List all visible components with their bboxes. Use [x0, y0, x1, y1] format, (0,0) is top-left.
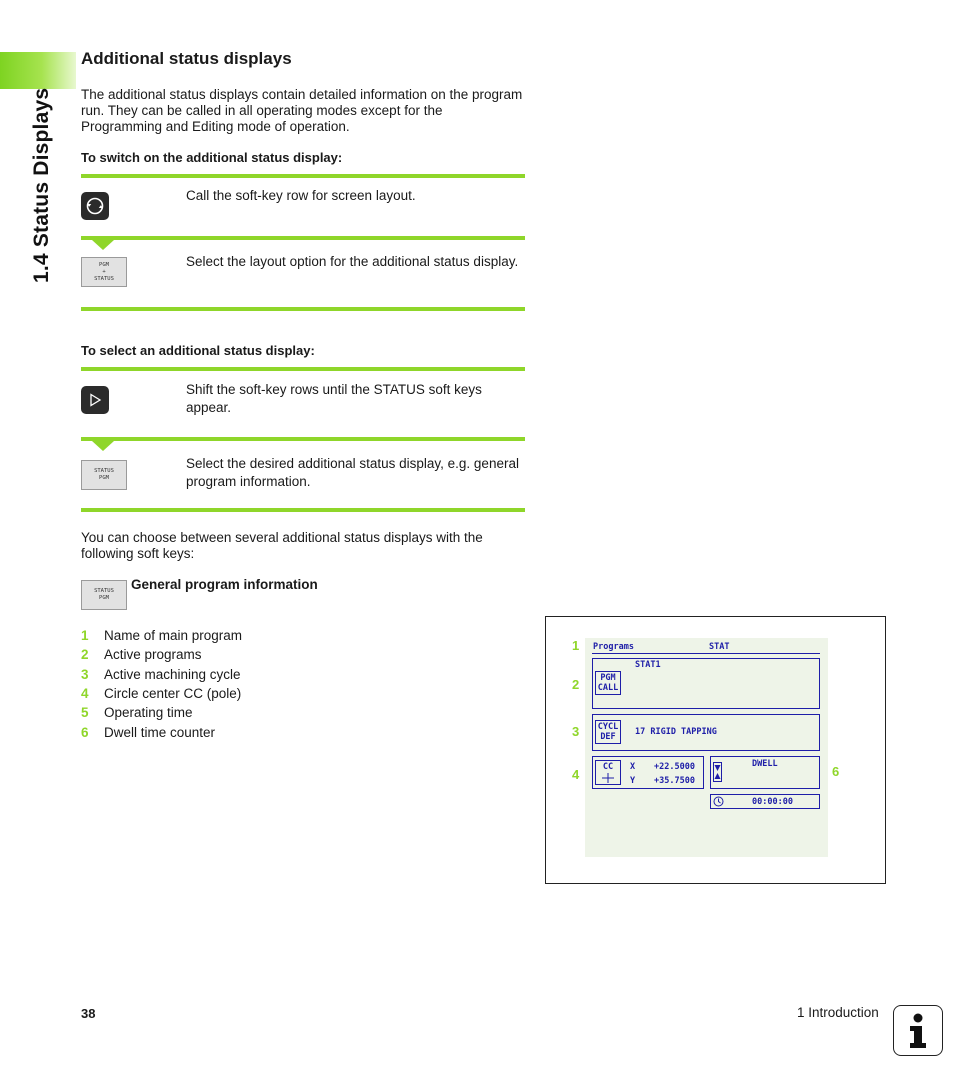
step-divider: [81, 367, 525, 371]
list-item: [81, 684, 242, 703]
list-item: [81, 703, 242, 722]
list-item: [81, 665, 242, 684]
list-number: 4: [81, 686, 89, 702]
list-number: 6: [81, 724, 89, 740]
list-text: Dwell time counter: [104, 724, 216, 740]
choose-paragraph: You can choose between several additional status displays with the following soft keys:: [81, 530, 483, 561]
status-pgm-softkey[interactable]: [81, 580, 127, 610]
screen-layout-key-icon[interactable]: [81, 192, 109, 220]
switch-on-heading: To switch on the additional status display:: [81, 150, 343, 165]
cycl-def-line: DEF: [600, 732, 616, 742]
step-arrow-icon: [92, 441, 114, 451]
softkey-label: STATUS: [94, 588, 114, 594]
callout-6: 6: [832, 764, 840, 779]
step-divider: [81, 174, 525, 178]
callout-2: 2: [572, 677, 580, 692]
pgm-status-softkey[interactable]: [81, 257, 127, 287]
step-arrow-icon: [92, 240, 114, 250]
softkey-label: +: [102, 268, 106, 275]
cycl-def-line: CYCL: [597, 722, 619, 732]
header-rule: [592, 653, 820, 654]
list-text: Active machining cycle: [104, 666, 241, 682]
cycl-def-label: [595, 720, 621, 744]
status-display-figure: [545, 616, 886, 884]
operating-time-value: 00:00:00: [752, 797, 793, 807]
step-divider: [81, 236, 525, 240]
stat-header: STAT: [709, 642, 730, 652]
main-program-name: STAT1: [635, 660, 661, 670]
step-divider: [81, 307, 525, 311]
list-text: Circle center CC (pole): [104, 686, 242, 702]
x-axis-label: X: [630, 762, 636, 772]
next-softkey-row-key-icon[interactable]: [81, 386, 109, 414]
step-divider: [81, 508, 525, 512]
y-axis-label: Y: [630, 776, 636, 786]
general-program-info-label: General program information: [131, 577, 318, 592]
cc-text: CC: [602, 762, 614, 772]
active-cycle: 17 RIGID TAPPING: [635, 727, 717, 737]
y-value: +35.7500: [654, 776, 695, 786]
crosshair-icon: [601, 772, 615, 784]
section-tab-marker: [0, 52, 76, 89]
intro-paragraph: The additional status displays contain detailed information on the program run. They can be called in all operating modes except for the Programming and Editing mode of operation.: [81, 87, 523, 134]
page-number: 38: [81, 1006, 96, 1021]
softkey-label: PGM: [99, 595, 109, 601]
softkey-label: STATUS: [94, 275, 114, 282]
callout-4: 4: [572, 767, 580, 782]
callout-1: 1: [572, 638, 580, 653]
x-value: +22.5000: [654, 762, 695, 772]
hourglass-icon: [713, 762, 722, 782]
info-icon: [893, 1005, 943, 1056]
section-heading: Additional status displays: [81, 49, 292, 68]
section-side-title: 1.4 Status Displays: [30, 87, 53, 283]
pgm-call-line: PGM: [600, 673, 616, 683]
list-number: 2: [81, 647, 89, 663]
pgm-call-label: [595, 671, 621, 695]
legend-list: [81, 626, 242, 742]
programs-box: [592, 658, 820, 709]
cc-label: [595, 760, 621, 785]
clock-icon: [713, 796, 724, 807]
select-heading: To select an additional status display:: [81, 343, 315, 358]
chapter-label: 1 Introduction: [797, 1005, 879, 1020]
softkey-label: PGM: [99, 475, 109, 481]
list-text: Active programs: [104, 647, 202, 663]
list-item: [81, 645, 242, 664]
list-text: Name of main program: [104, 628, 243, 644]
list-item: [81, 626, 242, 645]
dwell-label: DWELL: [752, 759, 778, 769]
list-number: 3: [81, 666, 89, 682]
pgm-call-line: CALL: [597, 683, 619, 693]
list-item: [81, 722, 242, 741]
softkey-label: STATUS: [94, 468, 114, 474]
step-text: Shift the soft-key rows until the STATUS soft keys appear.: [186, 382, 482, 415]
softkey-label: PGM: [99, 261, 109, 268]
list-text: Operating time: [104, 705, 193, 721]
programs-header: Programs: [593, 642, 634, 652]
list-number: 1: [81, 628, 89, 644]
step-text: Call the soft-key row for screen layout.: [186, 188, 416, 203]
list-number: 5: [81, 705, 89, 721]
status-pgm-softkey[interactable]: [81, 460, 127, 490]
step-text: Select the layout option for the additional status display.: [186, 254, 519, 269]
control-screen: [585, 638, 828, 857]
callout-3: 3: [572, 724, 580, 739]
step-divider: [81, 437, 525, 441]
step-text: Select the desired additional status display, e.g. general program information.: [186, 456, 519, 489]
